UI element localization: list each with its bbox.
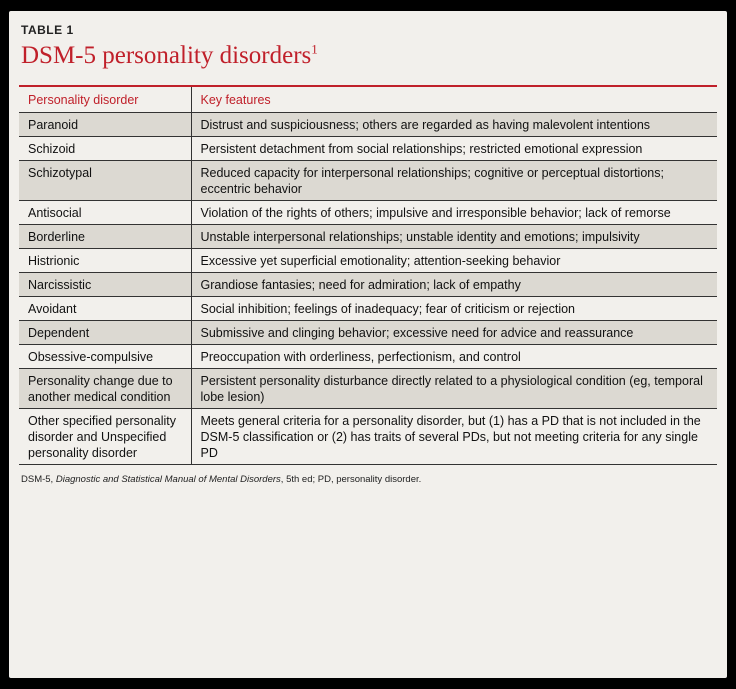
table-row (19, 137, 717, 161)
features-cell: Persistent personality disturbance directly related to a physiological condition (eg, temporal lobe lesion) (191, 369, 717, 409)
features-cell: Submissive and clinging behavior; excessive need for advice and reassurance (191, 321, 717, 345)
features-cell: Unstable interpersonal relationships; unstable identity and emotions; impulsivity (191, 225, 717, 249)
disorder-cell: Dependent (19, 321, 191, 345)
table-row (19, 161, 717, 201)
table-row (19, 225, 717, 249)
table-row (19, 249, 717, 273)
features-cell: Persistent detachment from social relationships; restricted emotional expression (191, 137, 717, 161)
footnote-italic: Diagnostic and Statistical Manual of Mental Disorders (55, 474, 281, 485)
features-cell: Grandiose fantasies; need for admiration; lack of empathy (191, 273, 717, 297)
table-card (9, 11, 727, 678)
disorder-cell: Narcissistic (19, 273, 191, 297)
disorder-cell: Schizotypal (19, 161, 191, 201)
table-row (19, 201, 717, 225)
disorder-cell: Schizoid (19, 137, 191, 161)
title-reference: 1 (311, 41, 318, 57)
features-cell: Meets general criteria for a personality disorder, but (1) has a PD that is not included in the DSM-5 classification or (2) has traits of several PDs, but not meeting criteria for any single PD (191, 409, 717, 465)
features-cell: Preoccupation with orderliness, perfectionism, and control (191, 345, 717, 369)
features-cell: Social inhibition; feelings of inadequacy; fear of criticism or rejection (191, 297, 717, 321)
header-disorder: Personality disorder (19, 87, 191, 113)
features-cell: Reduced capacity for interpersonal relationships; cognitive or perceptual distortions; eccentric behavior (191, 161, 717, 201)
disorder-cell: Histrionic (19, 249, 191, 273)
table-row (19, 369, 717, 409)
header-features: Key features (191, 87, 717, 113)
table-label: TABLE 1 (21, 23, 74, 37)
disorders-table (19, 87, 717, 465)
features-cell: Distrust and suspiciousness; others are regarded as having malevolent intentions (191, 113, 717, 137)
features-cell: Excessive yet superficial emotionality; attention-seeking behavior (191, 249, 717, 273)
table-row (19, 345, 717, 369)
table-row (19, 321, 717, 345)
table-row (19, 297, 717, 321)
title-text: DSM-5 personality disorders (21, 42, 312, 69)
table-footnote (21, 474, 717, 485)
header-row (19, 87, 717, 113)
disorder-cell: Other specified personality disorder and Unspecified personality disorder (19, 409, 191, 465)
disorder-cell: Paranoid (19, 113, 191, 137)
table-row (19, 409, 717, 465)
table-row (19, 273, 717, 297)
table-row (19, 113, 717, 137)
disorder-cell: Antisocial (19, 201, 191, 225)
disorder-cell: Obsessive-compulsive (19, 345, 191, 369)
footnote-suffix: , 5th ed; PD, personality disorder. (280, 474, 422, 485)
features-cell: Violation of the rights of others; impulsive and irresponsible behavior; lack of remorse (191, 201, 717, 225)
disorder-cell: Borderline (19, 225, 191, 249)
table-title (21, 41, 717, 71)
disorder-cell: Avoidant (19, 297, 191, 321)
disorder-cell: Personality change due to another medical condition (19, 369, 191, 409)
footnote-prefix: DSM-5, (21, 474, 56, 485)
